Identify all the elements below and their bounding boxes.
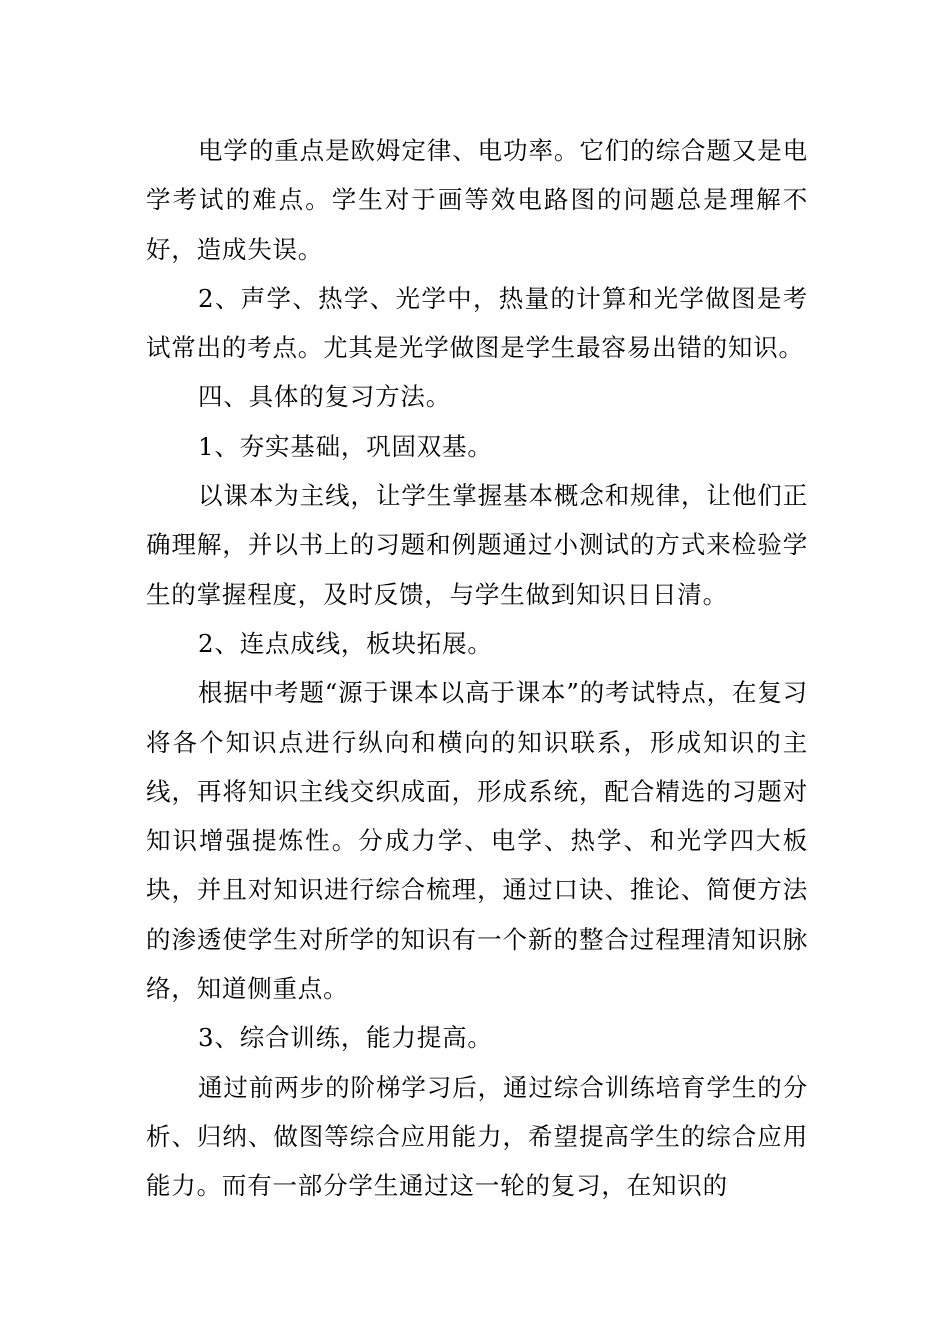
subheading-connect-points: 2、连点成线，板块拓展。	[198, 628, 493, 658]
section-heading-review-methods: 四、具体的复习方法。	[198, 382, 451, 412]
paragraph-textbook-mainline: 以课本为主线，让学生掌握基本概念和规律，让他们正确理解，并以书上的习题和例题通过小测试的方式来检验学生的掌握程度，及时反馈，与学生做到知识日日清。	[146, 481, 808, 609]
paragraph-acoustics-thermal-optics: 2、声学、热学、光学中，热量的计算和光学做图是考试常出的考点。尤其是光学做图是学生最容易出错的知识。	[146, 283, 808, 363]
subheading-comprehensive-training: 3、综合训练，能力提高。	[198, 1023, 493, 1053]
subheading-solid-foundation: 1、夯实基础，巩固双基。	[198, 431, 493, 461]
paragraph-training-details: 通过前两步的阶梯学习后，通过综合训练培育学生的分析、归纳、做图等综合应用能力，希望提高学生的综合应用能力。而有一部分学生通过这一轮的复习，在知识的	[146, 1072, 808, 1201]
paragraph-exam-characteristics: 根据中考题“源于课本以高于课本”的考试特点，在复习将各个知识点进行纵向和横向的知识联系，形成知识的主线，再将知识主线交织成面，形成系统，配合精选的习题对知识增强提炼性。分成力学、电学、热学、和光学四大板块，并且对知识进行综合梳理，通过口诀、推论、简便方法的渗透使学生对所学的知识有一个新的整合过程理清知识脉络，知道侧重点。	[146, 678, 808, 1004]
paragraph-electricity-focus: 电学的重点是欧姆定律、电功率。它们的综合题又是电学考试的难点。学生对于画等效电路图的问题总是理解不好，造成失误。	[146, 136, 808, 264]
document-body	[146, 126, 808, 1211]
